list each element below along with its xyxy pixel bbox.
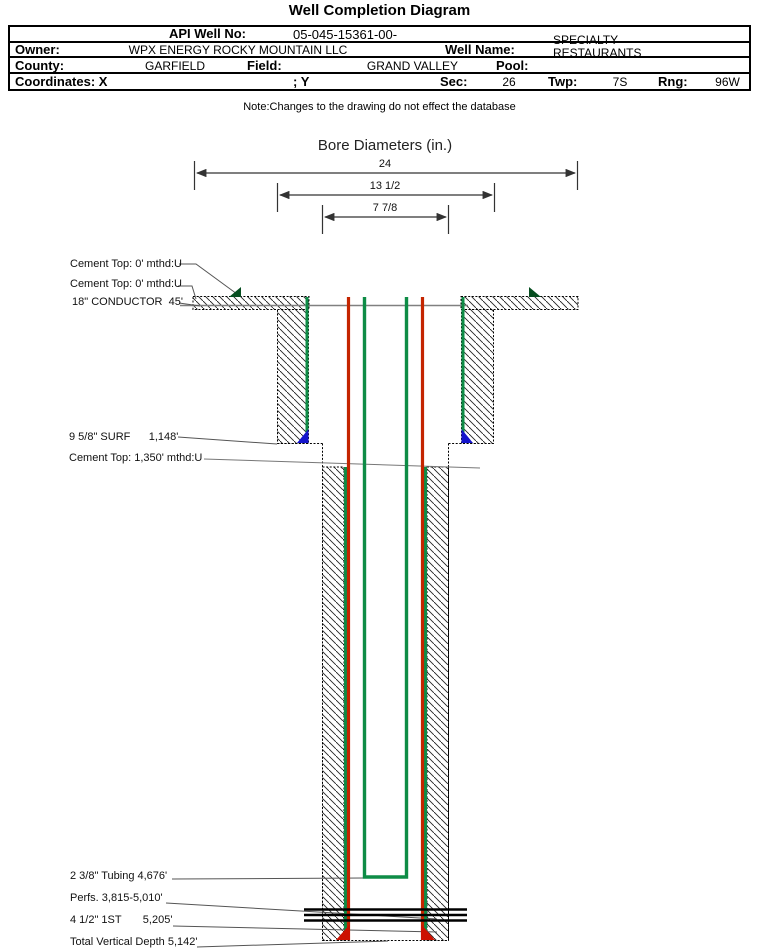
dim-label-24: 24 xyxy=(378,158,392,170)
field-value: GRAND VALLEY xyxy=(366,59,459,73)
api-well-no-label: API Well No: xyxy=(168,26,246,41)
county-value: GARFIELD xyxy=(144,59,205,73)
leader-surface-casing xyxy=(178,437,277,444)
leader-production-casing xyxy=(173,926,437,932)
sec-label: Sec: xyxy=(440,74,468,89)
twp-label: Twp: xyxy=(548,74,578,89)
coordinates-label: Coordinates: X xyxy=(15,74,108,89)
cement-top-3-label: Cement Top: 1,350' mthd:U xyxy=(69,452,203,464)
cement-top-2-label: Cement Top: 0' mthd:U xyxy=(70,278,182,290)
leader-tvd xyxy=(197,941,388,947)
perfs-label: Perfs. 3,815-5,010' xyxy=(70,892,163,904)
cement-top-marker-left xyxy=(229,287,241,297)
surface-cement-right xyxy=(462,310,494,444)
api-well-no-value: 05-045-15361-00- xyxy=(293,27,398,42)
leader-cement-top-1 xyxy=(179,264,237,294)
production-cement-left xyxy=(323,467,345,941)
owner-value: WPX ENERGY ROCKY MOUNTAIN LLC xyxy=(128,43,348,57)
coordinates-y-label: ; Y xyxy=(293,74,310,89)
tubing-label: 2 3/8" Tubing 4,676' xyxy=(70,870,168,882)
tubing-string xyxy=(365,297,407,877)
field-label: Field: xyxy=(247,58,282,73)
page-title: Well Completion Diagram xyxy=(288,2,471,19)
surface-cement-left xyxy=(278,310,309,444)
dim-label-13-1-2: 13 1/2 xyxy=(369,180,401,192)
database-note: Note:Changes to the drawing do not effect the database xyxy=(243,101,516,113)
owner-label: Owner: xyxy=(15,42,60,57)
cement-top-1-label: Cement Top: 0' mthd:U xyxy=(70,258,182,270)
conductor-flange-right xyxy=(461,297,578,310)
pool-label: Pool: xyxy=(496,58,529,73)
sec-value: 26 xyxy=(502,75,516,89)
cement-top-marker-right xyxy=(529,287,541,297)
surface-casing-label: 9 5/8" SURF 1,148' xyxy=(69,431,179,443)
conductor-flange-left xyxy=(193,297,309,310)
bore-diameters-title: Bore Diameters (in.) xyxy=(317,137,453,154)
conductor-label: 18" CONDUCTOR 45' xyxy=(72,296,183,308)
well-name-value: SPECIALTY RESTAURANTS xyxy=(553,33,642,60)
production-cement-right xyxy=(427,467,449,941)
rng-value: 96W xyxy=(715,75,740,89)
county-label: County: xyxy=(15,58,65,73)
twp-value: 7S xyxy=(612,75,628,89)
production-casing-label: 4 1/2" 1ST 5,205' xyxy=(70,914,173,926)
dim-label-7-7-8: 7 7/8 xyxy=(372,202,398,214)
leader-perfs xyxy=(166,903,437,919)
well-name-label: Well Name: xyxy=(445,42,515,57)
rng-label: Rng: xyxy=(658,74,688,89)
tvd-label: Total Vertical Depth 5,142' xyxy=(70,936,198,948)
